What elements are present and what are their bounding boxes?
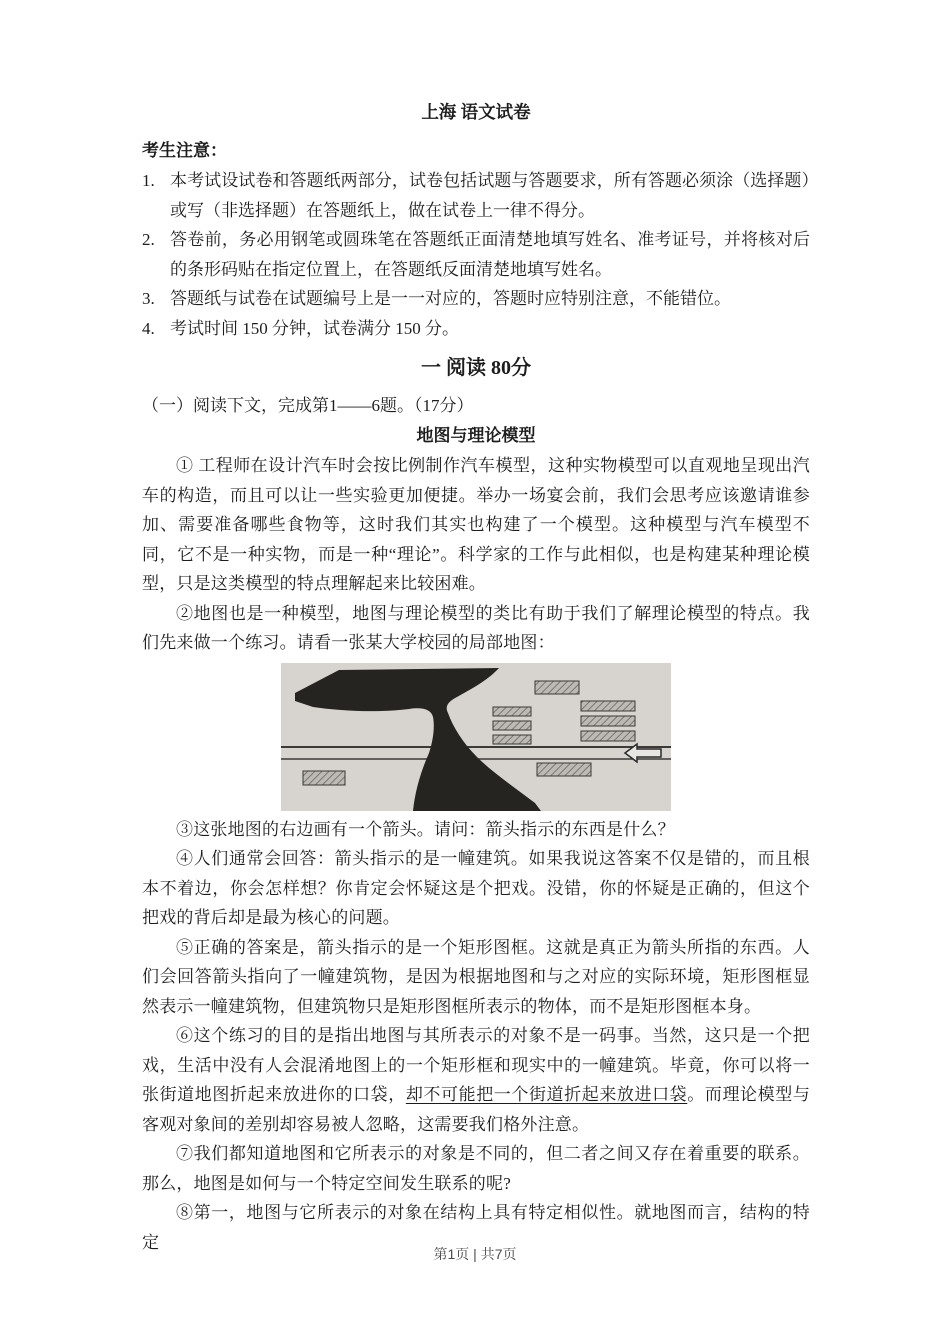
passage-intro: （一）阅读下文，完成第1——6题。（17分） [142,396,474,415]
map-building-rect [493,721,531,730]
paragraph-6 [142,1021,810,1139]
notice-item [142,314,810,344]
notice-item-number: 3. [142,289,155,308]
paragraph-6-underlined-text: 却不可能把一个街道折起来放进口袋 [405,1085,688,1104]
notice-item [142,166,810,225]
map-building-rect [581,716,635,726]
notice-item-number: 4. [142,318,155,338]
notice-item [142,225,810,284]
map-building-rect [537,763,591,776]
page-title: 上海 语文试卷 [421,102,531,122]
paragraph-2: ②地图也是一种模型，地图与理论模型的类比有助于我们了解理论模型的特点。我们先来做一个练习。请看一张某大学校园的局部地图： [142,603,810,652]
paragraph-6-text: 。而理论模型与客观对象间的差别却容易被人忽略，这需要我们格外注意。 [142,1085,811,1134]
notice-item-text: 本考试设试卷和答题纸两部分，试卷包括试题与答题要求，所有答题必须涂（选择题）或写（非选择题）在答题纸上，做在试卷上一律不得分。 [170,171,810,220]
passage-title: 地图与理论模型 [416,426,536,445]
paragraph-1: ① 工程师在设计汽车时会按比例制作汽车模型，这种实物模型可以直观地呈现出汽车的构造，而且可以让一些实验更加便捷。举办一场宴会前，我们会思考应该邀请谁参加、需要准备哪些食物等，这时我们其实也构建了一个模型。这种模型与汽车模型不同，它不是一种实物，而是一种“理论”。科学家的工作与此相似，也是构建某种理论模型，只是这类模型的特点理解起来比较困难。 [142,456,810,593]
notice-item [142,284,810,314]
section-heading: 一 阅读 80分 [421,357,531,379]
notice-item-number: 2. [142,230,155,249]
map-building-rect [493,707,531,716]
paragraph-6-text: ⑥这个练习的目的是指出地图与其所表示的对象不是一码事。当然，这只是一个把戏，生活中没有人会混淆地图上的一个矩形框和现实中的一幢建筑。毕竟，你可以将一张街道地图折起来放进你的口袋， [142,1026,810,1104]
notice-item-text: 答题纸与试卷在试题编号上是一一对应的，答题时应特别注意，不能错位。 [170,289,731,308]
paragraph-7: ⑦我们都知道地图和它所表示的对象是不同的，但二者之间又存在着重要的联系。那么，地图是如何与一个特定空间发生联系的呢? [142,1144,810,1193]
paragraph-5: ⑤正确的答案是，箭头指示的是一个矩形图框。这就是真正为箭头所指的东西。人们会回答箭头指向了一幢建筑物，是因为根据地图和与之对应的实际环境，矩形图框显然表示一幢建筑物，但建筑物只是矩形图框所表示的物体，而不是矩形图框本身。 [142,937,810,1016]
campus-map-image [281,663,671,811]
notice-item-text: 考试时间 150 分钟，试卷满分 150 分。 [170,318,459,338]
map-building-rect [581,731,635,741]
map-building-rect [493,735,531,744]
notice-heading: 考生注意： [142,141,227,160]
notice-list [142,166,810,343]
notice-item-text: 答卷前，务必用钢笔或圆珠笔在答题纸正面清楚地填写姓名、准考证号，并将核对后的条形码贴在指定位置上，在答题纸反面清楚地填写姓名。 [170,230,810,279]
paragraph-8: ⑧第一，地图与它所表示的对象在结构上具有特定相似性。就地图而言，结构的特定 [142,1203,810,1252]
map-building-rect [581,701,635,711]
paragraph-4: ④人们通常会回答：箭头指示的是一幢建筑。如果我说这答案不仅是错的，而且根本不着边，你会怎样想？你肯定会怀疑这是个把戏。没错，你的怀疑是正确的，但这个把戏的背后却是最为核心的问题。 [142,849,810,927]
paragraph-3: ③这张地图的右边画有一个箭头。请问：箭头指示的东西是什么？ [176,819,675,839]
page-number-footer [0,1244,950,1264]
campus-map-figure [281,663,671,811]
notice-item-number: 1. [142,171,155,190]
map-building-rect [535,681,579,694]
page-number-text: 第1页 | 共7页 [433,1246,517,1262]
map-building-rect [303,771,345,785]
